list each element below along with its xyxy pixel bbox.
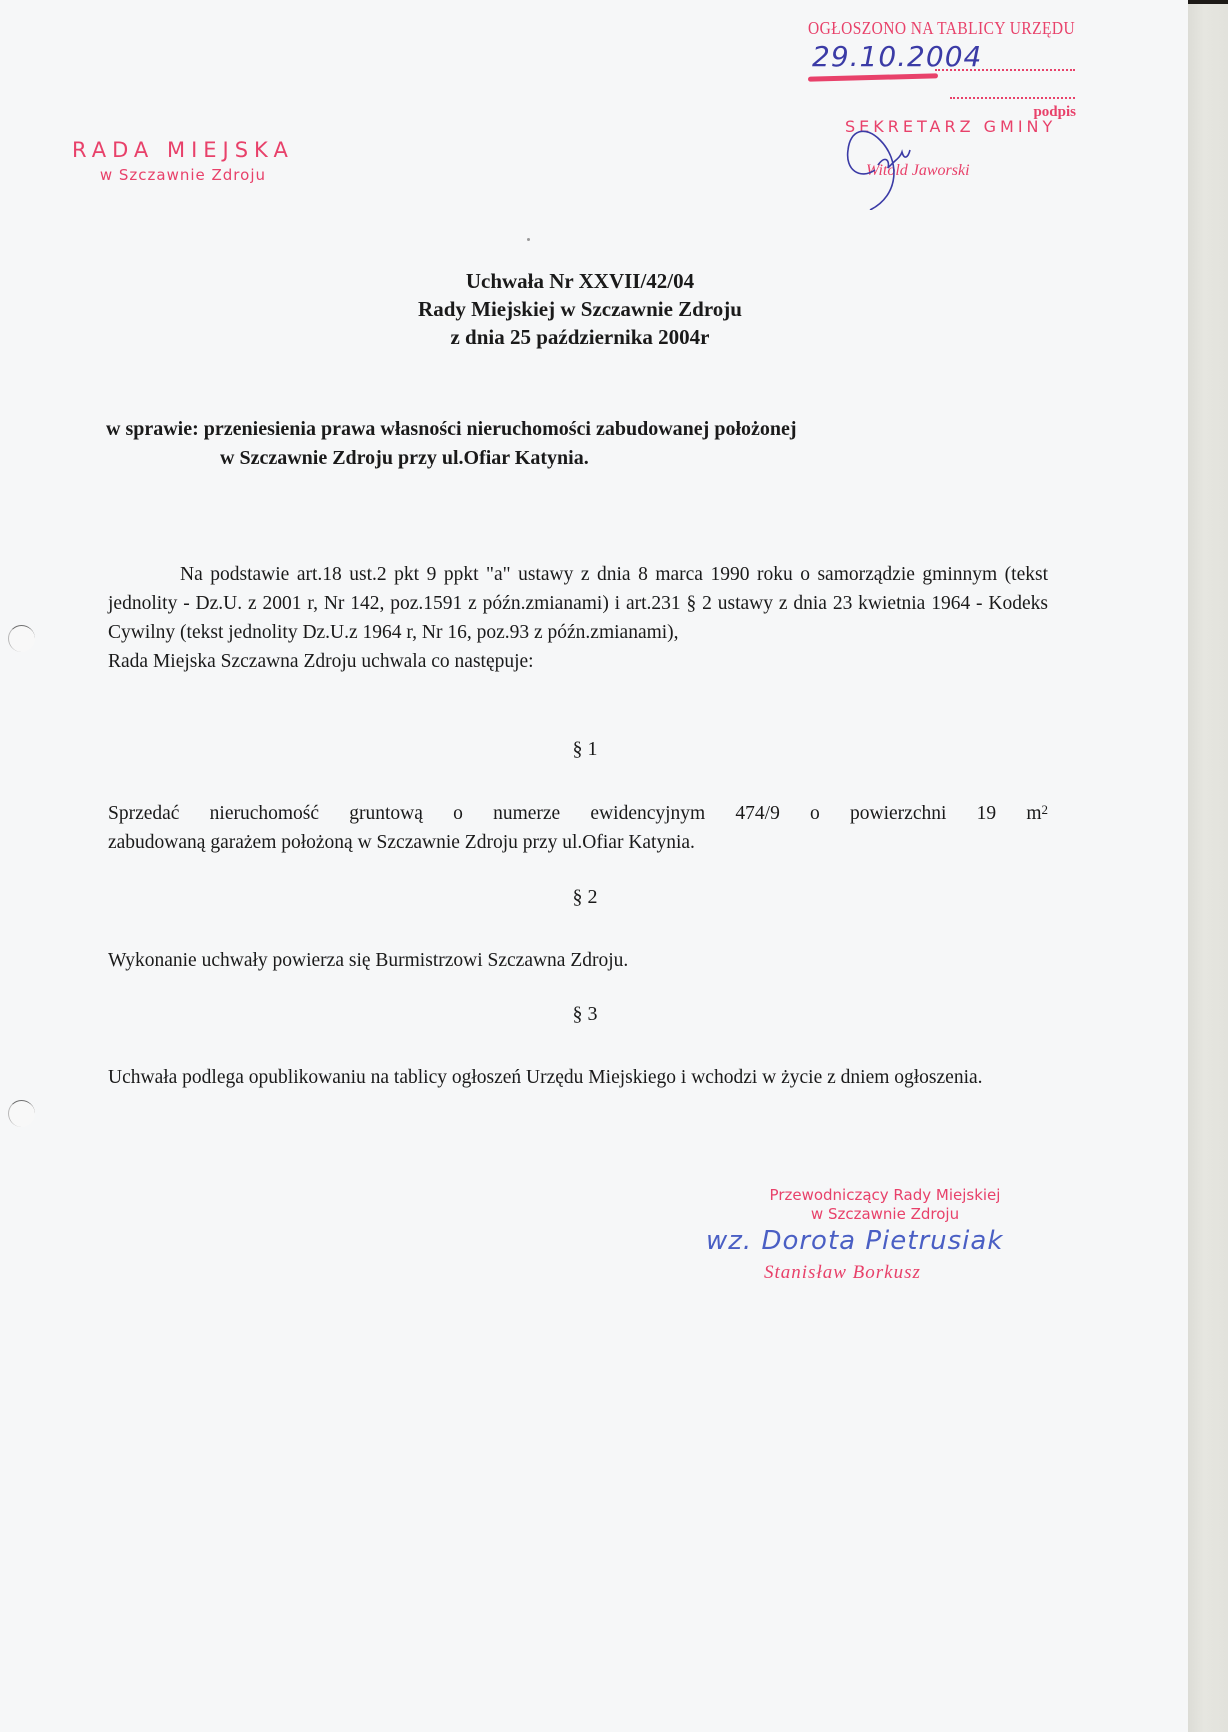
- resolves-text: Rada Miejska Szczawna Zdroju uchwala co następuje:: [108, 651, 534, 672]
- resolution-subject: [106, 415, 797, 473]
- section-1-superscript: 2: [1041, 802, 1048, 817]
- chairman-stamp-line1: Przewodniczący Rady Miejskiej: [769, 1186, 1001, 1204]
- scan-speck: [527, 238, 530, 241]
- posted-stamp-title: OGŁOSZONO NA TABLICY URZĘDU: [808, 18, 1076, 38]
- punch-hole-bottom: [8, 1100, 35, 1127]
- chairman-handwritten-signature: wz. Dorota Pietrusiak: [706, 1226, 1004, 1256]
- punch-hole-top: [8, 625, 35, 652]
- preamble-text: Na podstawie art.18 ust.2 pkt 9 ppkt "a" ustawy z dnia 8 marca 1990 roku o samorządzie gminnym (tekst jednolity - Dz.U. z 2001 r, Nr 142, poz.1591 z późn.zmianami) i art.231 § 2 ustawy z dnia 23 kwietnia 1964 - Kodeks Cywilny (tekst jednolity Dz.U.z 1964 r, Nr 16, poz.93 z późn.zmianami),: [108, 564, 1048, 643]
- scan-border: [1188, 0, 1228, 4]
- posted-handwritten-date: 29.10.2004: [812, 40, 983, 73]
- chairman-name: Stanisław Borkusz: [764, 1262, 921, 1283]
- council-stamp-line1: RADA MIEJSKA: [72, 138, 294, 162]
- section-mark-1: § 1: [572, 738, 598, 760]
- resolution-council: Rady Miejskiej w Szczawnie Zdroju: [418, 297, 742, 321]
- chairman-stamp: [740, 1186, 1030, 1224]
- section-mark-2: § 2: [572, 886, 598, 908]
- posted-signature-label: podpis: [1033, 104, 1076, 120]
- resolution-number: Uchwała Nr XXVII/42/04: [465, 269, 695, 293]
- posted-stamp-name: Witold Jaworski: [866, 162, 970, 179]
- posted-stamp: [808, 18, 1078, 39]
- section-1-line1: Sprzedać nieruchomość gruntową o numerze ewidencyjnym 474/9 o powierzchni 19 m: [108, 803, 1042, 824]
- preamble: [108, 560, 1048, 676]
- section-3-text: Uchwała podlega opublikowaniu na tablicy ogłoszeń Urzędu Miejskiego i wchodzi w życie z dniem ogłoszenia.: [108, 1067, 983, 1088]
- subject-line2: w Szczawnie Zdroju przy ul.Ofiar Katynia.: [220, 447, 589, 469]
- stamp-underline: [808, 73, 938, 81]
- section-1-line2: zabudowaną garażem położoną w Szczawnie Zdroju przy ul.Ofiar Katynia.: [108, 832, 695, 853]
- council-stamp-line2: w Szczawnie Zdroju: [99, 166, 266, 184]
- posted-stamp-role: SEKRETARZ GMINY: [845, 117, 1057, 136]
- resolution-date: z dnia 25 października 2004r: [450, 325, 710, 349]
- page-edge: [1188, 0, 1228, 1732]
- resolution-heading: [0, 267, 1160, 351]
- chairman-stamp-line2: w Szczawnie Zdroju: [810, 1205, 960, 1223]
- stamp-dotted-line: [935, 69, 1075, 71]
- section-1-text: [108, 799, 1048, 857]
- council-stamp: [72, 138, 294, 184]
- section-2-text: Wykonanie uchwały powierza się Burmistrzowi Szczawna Zdroju.: [108, 950, 629, 971]
- secretary-signature-icon: [840, 110, 930, 210]
- section-mark-3: § 3: [572, 1003, 598, 1025]
- stamp-dotted-line-2: [950, 97, 1075, 99]
- subject-line1: w sprawie: przeniesienia prawa własności nieruchomości zabudowanej położonej: [106, 418, 797, 440]
